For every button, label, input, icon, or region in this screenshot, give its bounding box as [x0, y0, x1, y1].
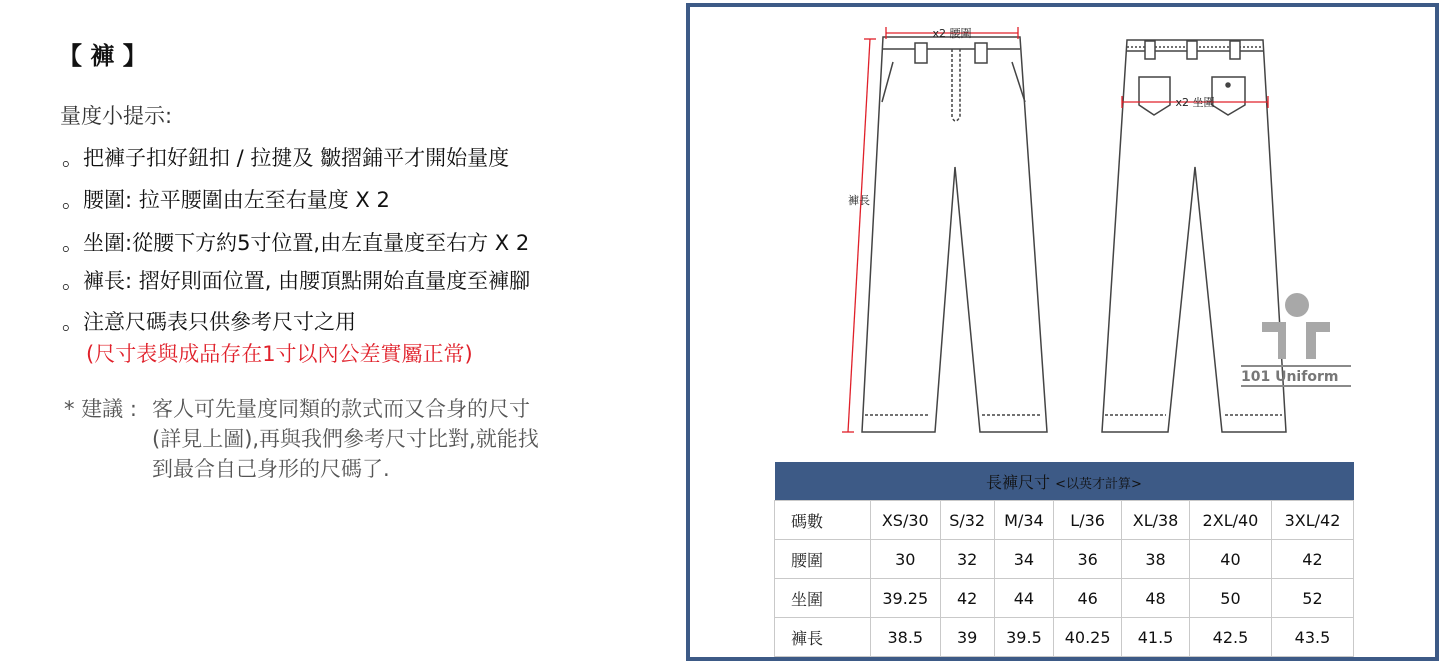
table-title-cell [775, 462, 1354, 501]
table-cell: 46 [1054, 579, 1122, 618]
size-chart-panel [686, 3, 1439, 661]
size-header: M/34 [994, 501, 1053, 540]
advice-text [152, 394, 622, 484]
table-cell: 43.5 [1271, 618, 1353, 657]
table-row [775, 618, 1354, 657]
tip-item: 。坐圍:從腰下方約5寸位置,由左直量度至右方 X 2 [62, 231, 530, 255]
table-cell: 38 [1122, 540, 1190, 579]
row-label: 褲長 [775, 618, 871, 657]
table-cell: 42 [1271, 540, 1353, 579]
table-cell: 38.5 [871, 618, 941, 657]
tip-item: 。注意尺碼表只供參考尺寸之用 [62, 310, 356, 334]
table-cell: 39 [940, 618, 994, 657]
table-cell: 30 [871, 540, 941, 579]
table-cell: 40.25 [1054, 618, 1122, 657]
size-table [774, 462, 1354, 657]
table-cell: 48 [1122, 579, 1190, 618]
row-label: 腰圍 [775, 540, 871, 579]
size-header: 2XL/40 [1189, 501, 1271, 540]
table-title: 長褲尺寸 [986, 472, 1051, 492]
brand-logo-text: 101 Uniform [1241, 369, 1339, 385]
table-cell: 40 [1189, 540, 1271, 579]
table-row [775, 579, 1354, 618]
table-cell: 36 [1054, 540, 1122, 579]
instructions-panel [0, 0, 680, 661]
pants-diagram [690, 7, 1435, 457]
table-row [775, 540, 1354, 579]
table-cell: 42.5 [1189, 618, 1271, 657]
tip-item: 。褲長: 摺好則面位置, 由腰頂點開始直量度至褲腳 [62, 269, 531, 293]
length-label: 褲長 [848, 194, 870, 207]
row-label: 碼數 [775, 501, 871, 540]
front-pants-drawing [862, 37, 1047, 432]
table-cell: 39.25 [871, 579, 941, 618]
table-cell: 50 [1189, 579, 1271, 618]
size-header: L/36 [1054, 501, 1122, 540]
tip-item: 。腰圍: 拉平腰圍由左至右量度 X 2 [62, 188, 390, 212]
size-header: XS/30 [871, 501, 941, 540]
table-row [775, 501, 1354, 540]
tolerance-note: (尺寸表與成品存在1寸以內公差實屬正常) [86, 342, 473, 366]
size-header: 3XL/42 [1271, 501, 1353, 540]
seat-label: x2 坐圍 [1175, 96, 1215, 109]
size-header: S/32 [940, 501, 994, 540]
table-cell: 34 [994, 540, 1053, 579]
advice-line: 客人可先量度同類的款式而又合身的尺寸 [152, 397, 530, 421]
table-subtitle: <以英才計算> [1055, 476, 1142, 492]
tips-heading: 量度小提示: [60, 104, 173, 128]
table-cell: 32 [940, 540, 994, 579]
table-cell: 41.5 [1122, 618, 1190, 657]
waist-label: x2 腰圍 [932, 27, 972, 40]
table-cell: 39.5 [994, 618, 1053, 657]
table-cell: 42 [940, 579, 994, 618]
size-header: XL/38 [1122, 501, 1190, 540]
page-title: 【 褲 】 [58, 42, 147, 70]
advice-line: (詳見上圖),再與我們參考尺寸比對,就能找 [152, 427, 539, 451]
table-cell: 52 [1271, 579, 1353, 618]
tip-item: 。把褲子扣好鈕扣 / 拉揵及 皺摺鋪平才開始量度 [62, 146, 510, 170]
advice-label: * 建議 : [64, 397, 137, 421]
row-label: 坐圍 [775, 579, 871, 618]
advice-line: 到最合自己身形的尺碼了. [152, 457, 390, 481]
table-cell: 44 [994, 579, 1053, 618]
